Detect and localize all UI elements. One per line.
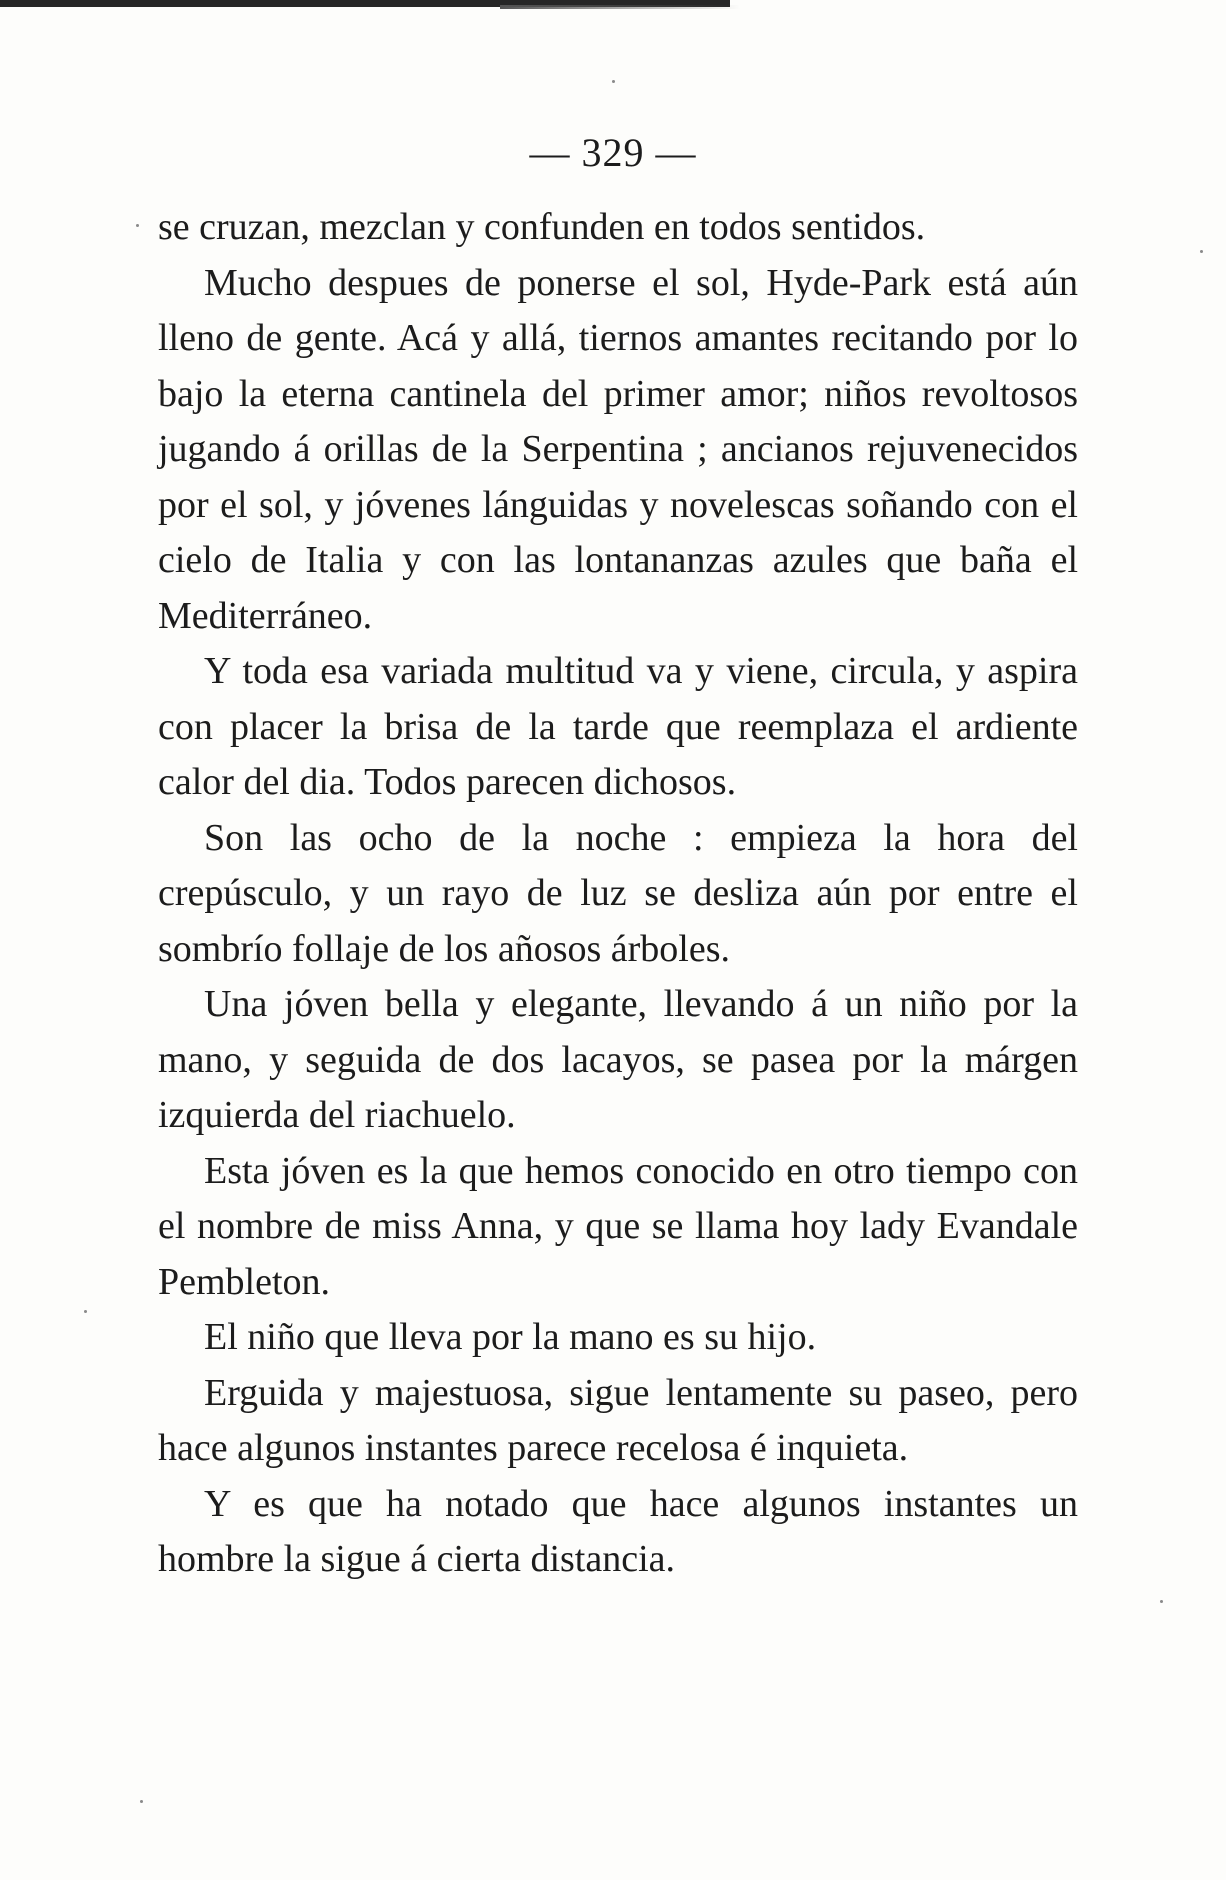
body-text xyxy=(158,200,1078,1588)
paragraph: Una jóven bella y elegante, llevando á un niño por la mano, y seguida de dos lacayos, se pasea por la márgen izquierda del riachuelo. xyxy=(158,983,1078,1136)
paragraph: Erguida y majestuosa, sigue lentamente su paseo, pero hace algunos instantes parece recelosa é inquieta. xyxy=(158,1371,1078,1469)
paper-speck xyxy=(84,1310,87,1313)
page-number: — 329 — xyxy=(529,130,697,175)
paper-speck xyxy=(136,224,139,227)
paragraph: El niño que lleva por la mano es su hijo. xyxy=(204,1316,817,1358)
paper-speck xyxy=(1200,250,1203,253)
scan-edge-fade xyxy=(500,5,740,9)
paper-speck xyxy=(612,80,615,83)
paragraph: Y toda esa variada multitud va y viene, circula, y aspira con placer la brisa de la tarde que reemplaza el ardiente calor del dia. Todos parecen dichosos. xyxy=(158,650,1078,803)
paragraph: Son las ocho de la noche : empieza la hora del crepúsculo, y un rayo de luz se desliza aún por entre el sombrío follaje de los añosos árboles. xyxy=(158,816,1078,970)
paragraph: Esta jóven es la que hemos conocido en otro tiempo con el nombre de miss Anna, y que se llama hoy lady Evandale Pembleton. xyxy=(158,1149,1078,1303)
paper-speck xyxy=(140,1800,143,1803)
paragraph-continuation: se cruzan, mezclan y confunden en todos sentidos. xyxy=(158,206,926,248)
paragraph: Mucho despues de ponerse el sol, Hyde-Park está aún lleno de gente. Acá y allá, tiernos amantes recitando por lo bajo la eterna cantinela del primer amor; niños revoltosos jugando á orillas de la Serpentina ; ancianos rejuvenecidos por el sol, y jóvenes lánguidas y novelescas soñando con el cielo de Italia y con las lontananzas azules que baña el Mediterráneo. xyxy=(158,261,1078,637)
paper-speck xyxy=(1160,1600,1163,1603)
paragraph: Y es que ha notado que hace algunos instantes un hombre la sigue á cierta distancia. xyxy=(158,1482,1078,1580)
